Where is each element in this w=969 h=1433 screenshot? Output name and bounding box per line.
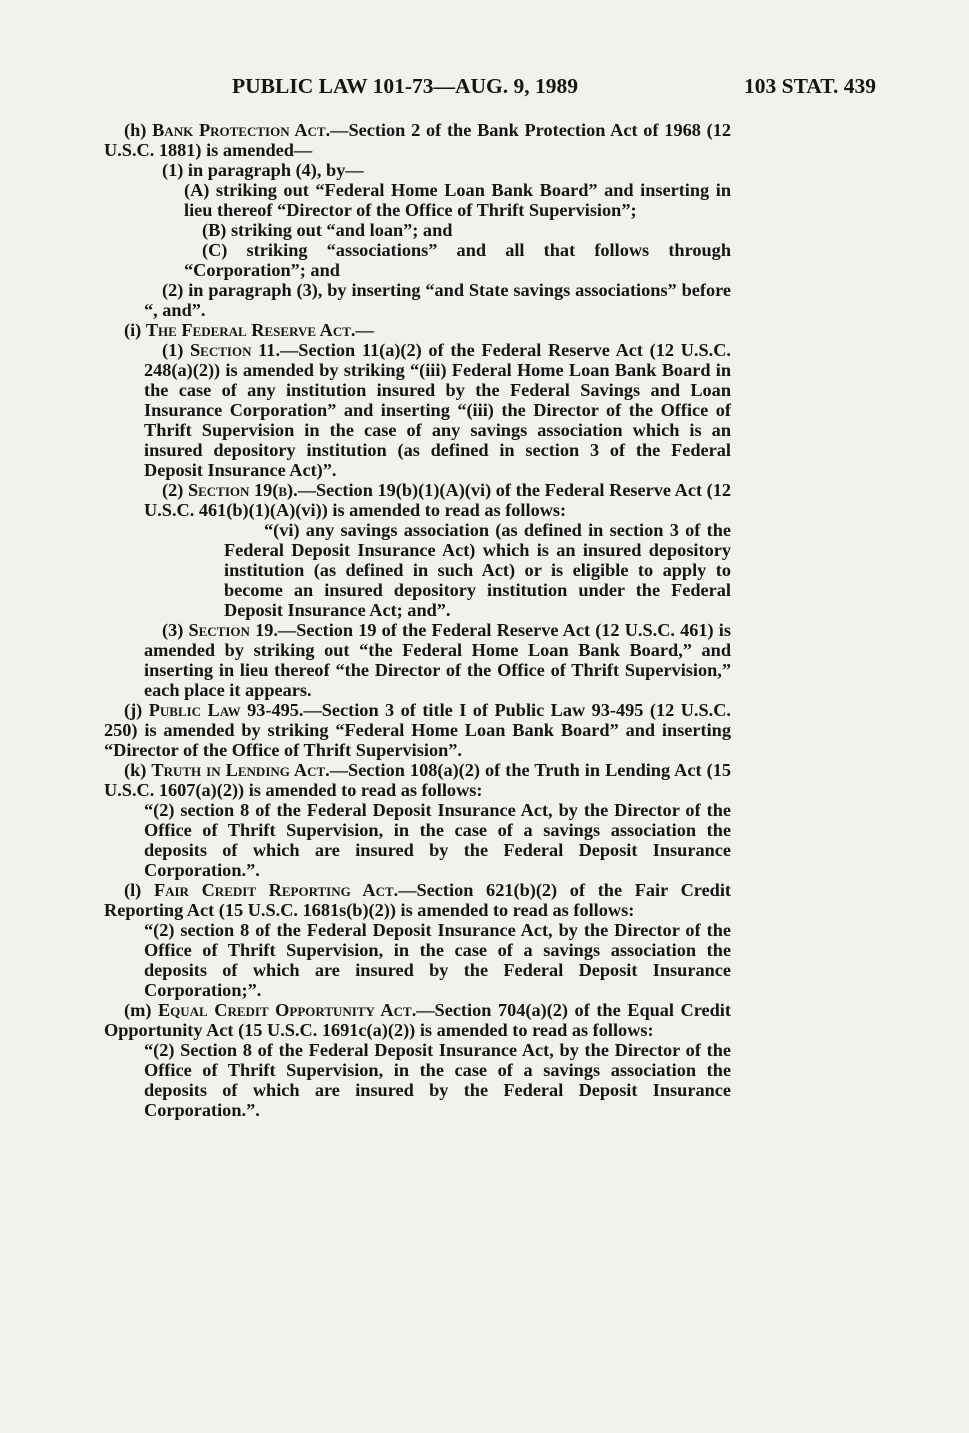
document-body (104, 120, 731, 1120)
section-h-subparagraph-a: (A) striking out “Federal Home Loan Bank Board” and inserting in lieu thereof “Director of the Office of Thrift Supervision”; (184, 180, 731, 220)
section-i-p3-heading: Section 19 (188, 620, 274, 640)
section-i-dash: .— (350, 320, 374, 340)
section-h-paragraph-1: (1) in paragraph (4), by— (162, 160, 364, 180)
page-header (104, 74, 876, 104)
section-j-heading: Public Law 93-495 (148, 700, 299, 720)
section-i-p3-label: (3) (162, 620, 189, 640)
section-l-label: (l) (124, 880, 154, 900)
section-i-p2-quote: “(vi) any savings association (as defined in section 3 of the Federal Deposit Insurance Act) which is an insured depository institution (as defined in such Act) or is eligible to apply to become an insured depository institution under the Federal Deposit Insurance Act; and”. (224, 520, 731, 620)
section-i-p2-heading: Section 19(b) (187, 480, 294, 500)
section-j-text: .—Section 3 of title I of Public Law 93-495 (12 U.S.C. 250) is amended by striking “Federal Home Loan Bank Board” and inserting “Director of the Office of Thrift Supervision”. (104, 700, 731, 760)
section-h-subparagraph-c: (C) striking “associations” and all that follows through “Corporation”; and (184, 240, 731, 280)
section-k-quote: “(2) section 8 of the Federal Deposit Insurance Act, by the Director of the Office of Thrift Supervision, in the case of a savings association the deposits of which are insured by the Federal Deposit Insurance Corporation.”. (144, 800, 731, 880)
section-m-text: .—Section 704(a)(2) of the Equal Credit Opportunity Act (15 U.S.C. 1691c(a)(2)) is amended to read as follows: (104, 1000, 731, 1040)
section-k (104, 760, 731, 800)
section-i-p1-heading: Section 11 (190, 340, 276, 360)
section-k-text: .—Section 108(a)(2) of the Truth in Lending Act (15 U.S.C. 1607(a)(2)) is amended to read as follows: (104, 760, 731, 800)
section-i-paragraph-1 (104, 340, 731, 480)
section-h-paragraph-2: (2) in paragraph (3), by inserting “and State savings associations” before “, and”. (144, 280, 731, 320)
section-m (104, 1000, 731, 1040)
statute-page-number: 103 STAT. 439 (743, 74, 876, 98)
section-h-intro (104, 120, 731, 160)
section-i-p2-text: .—Section 19(b)(1)(A)(vi) of the Federal Reserve Act (12 U.S.C. 461(b)(1)(A)(vi)) is amended to read as follows: (144, 480, 732, 520)
section-h-label: (h) (124, 120, 153, 140)
section-m-quote: “(2) Section 8 of the Federal Deposit Insurance Act, by the Director of the Office of Thrift Supervision, in the case of a savings association the deposits of which are insured by the Federal Deposit Insurance Corporation.”. (144, 1040, 731, 1120)
section-i-heading: The Federal Reserve Act (145, 320, 351, 340)
section-m-heading: Equal Credit Opportunity Act (157, 1000, 412, 1020)
section-i-p3-text: .—Section 19 of the Federal Reserve Act (12 U.S.C. 461) is amended by striking out “the Federal Home Loan Bank Board,” and inserting in lieu thereof “the Director of the Office of Thrift Supervision,” each place it appears. (144, 620, 731, 700)
section-j (104, 700, 731, 760)
section-i-paragraph-3 (104, 620, 731, 700)
section-h-subparagraph-b: (B) striking out “and loan”; and (202, 220, 453, 240)
section-k-heading: Truth in Lending Act (151, 760, 326, 780)
section-i-p1-label: (1) (162, 340, 191, 360)
section-h-text: .—Section 2 of the Bank Protection Act of 1968 (12 U.S.C. 1881) is amended— (104, 120, 731, 160)
section-l-text: .—Section 621(b)(2) of the Fair Credit Reporting Act (15 U.S.C. 1681s(b)(2)) is amended to read as follows: (104, 880, 732, 920)
section-i-p2-label: (2) (162, 480, 188, 500)
section-m-label: (m) (124, 1000, 158, 1020)
section-h-heading: Bank Protection Act (152, 120, 326, 140)
section-i-p1-text: .—Section 11(a)(2) of the Federal Reserve Act (12 U.S.C. 248(a)(2)) is amended by striking “(iii) Federal Home Loan Bank Board in the case of any institution insured by the Federal Savings and Loan Insurance Corporation” and inserting “(iii) the Director of the Office of Thrift Supervision in the case of any savings association which is an insured depository institution (as defined in section 3 of the Federal Deposit Insurance Act)”. (144, 340, 731, 480)
section-i-label: (i) (124, 320, 146, 340)
running-title: PUBLIC LAW 101-73—AUG. 9, 1989 (232, 74, 579, 98)
section-l-quote: “(2) section 8 of the Federal Deposit Insurance Act, by the Director of the Office of Thrift Supervision, in the case of a savings association the deposits of which are insured by the Federal Deposit Insurance Corporation;”. (144, 920, 731, 1000)
section-k-label: (k) (124, 760, 152, 780)
section-l-heading: Fair Credit Reporting Act (153, 880, 394, 900)
section-i-intro (104, 320, 731, 340)
section-l (104, 880, 731, 920)
section-j-label: (j) (124, 700, 149, 720)
section-i-paragraph-2 (104, 480, 731, 520)
